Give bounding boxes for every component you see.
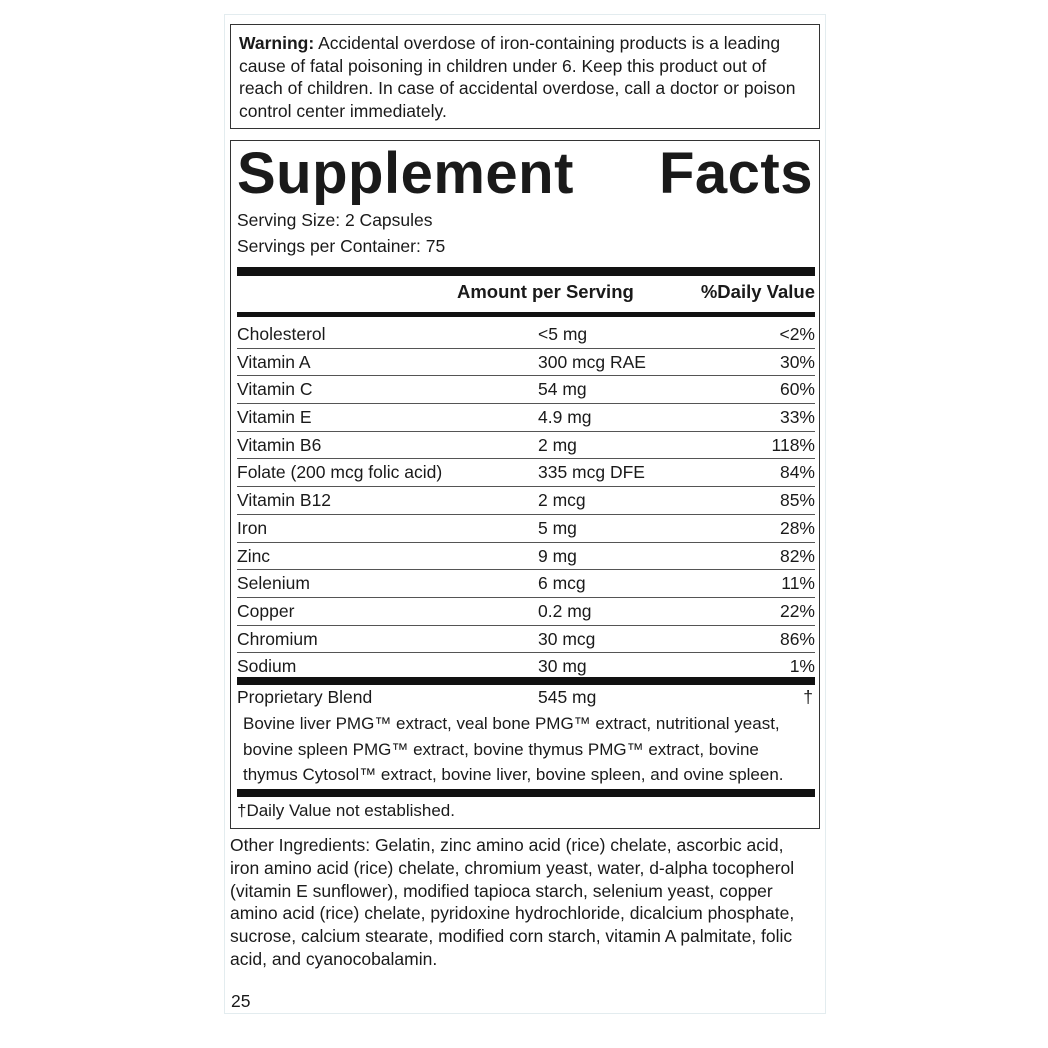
footnote: †Daily Value not established. — [237, 801, 455, 820]
warning-text: Accidental overdose of iron-containing products is a leading cause of fatal poisoning in children under 6. Keep this product out of reach of children. In case of accidental overdose, call a doctor or poison control center immediately. — [239, 33, 796, 121]
table-row — [237, 459, 815, 487]
nutrient-amount: 30 mcg — [538, 628, 596, 649]
nutrient-name: Copper — [237, 600, 295, 621]
nutrient-name: Sodium — [237, 656, 297, 677]
nutrient-name: Chromium — [237, 628, 318, 649]
nutrient-daily-value: 84% — [779, 462, 815, 483]
nutrient-daily-value: 22% — [779, 600, 815, 621]
nutrient-amount: 335 mcg DFE — [538, 462, 645, 483]
medium-rule — [237, 312, 815, 317]
warning-label: Warning: — [239, 33, 315, 53]
table-row — [237, 321, 815, 349]
servings-per-container: Servings per Container: 75 — [237, 236, 446, 256]
nutrient-daily-value: 1% — [789, 656, 815, 677]
nutrient-amount: 0.2 mg — [538, 600, 592, 621]
other-ingredients-line: iron amino acid (rice) chelate, chromium yeast, water, d-alpha tocopherol — [230, 857, 795, 878]
facts-header-row — [237, 279, 815, 305]
table-row — [237, 432, 815, 460]
col-daily-value-header: %Daily Value — [700, 281, 815, 302]
blend-description — [243, 711, 813, 788]
blend-amount: 545 mg — [538, 687, 597, 707]
other-ingredients-line: amino acid (rice) chelate, pyridoxine hydrochloride, dicalcium phosphate, — [230, 903, 795, 924]
table-row — [237, 653, 815, 680]
other-ingredients — [230, 834, 820, 971]
nutrient-amount: 30 mg — [538, 656, 587, 677]
nutrient-daily-value: 11% — [781, 573, 815, 594]
nutrient-name: Cholesterol — [237, 324, 326, 344]
table-row — [237, 404, 815, 432]
nutrient-amount: 9 mg — [538, 545, 577, 566]
nutrient-amount: 5 mg — [538, 517, 577, 538]
facts-title-word1: Supplement — [237, 141, 574, 206]
nutrient-name: Vitamin B6 — [237, 434, 322, 455]
nutrient-amount: 6 mcg — [538, 573, 586, 594]
nutrient-name: Vitamin C — [237, 379, 313, 400]
supplement-facts-panel — [230, 140, 820, 829]
nutrient-daily-value: 118% — [771, 434, 815, 455]
blend-desc-line: Bovine liver PMG™ extract, veal bone PMG™ extract, nutritional yeast, — [243, 714, 780, 733]
other-ingredients-line: acid, and cyanocobalamin. — [230, 948, 438, 969]
thick-rule-top — [237, 267, 815, 276]
nutrient-name: Folate (200 mcg folic acid) — [237, 462, 443, 483]
table-row — [237, 515, 815, 543]
other-ingredients-line: (vitamin E sunflower), modified tapioca starch, selenium yeast, copper — [230, 880, 773, 901]
nutrient-daily-value: <2% — [779, 324, 815, 344]
blend-daily-value: † — [803, 687, 813, 707]
blend-name: Proprietary Blend — [237, 687, 373, 707]
nutrient-amount: 2 mg — [538, 434, 577, 455]
page-number: 25 — [231, 991, 251, 1011]
table-row — [237, 598, 815, 626]
table-row — [237, 376, 815, 404]
thick-rule-bottom — [237, 789, 815, 797]
proprietary-blend-row — [237, 684, 815, 710]
warning-box — [230, 24, 820, 129]
facts-title — [237, 143, 813, 205]
blend-desc-line: bovine spleen PMG™ extract, bovine thymus PMG™ extract, bovine — [243, 739, 759, 759]
blend-desc-line: thymus Cytosol™ extract, bovine liver, bovine spleen, and ovine spleen. — [243, 765, 784, 784]
nutrient-amount: <5 mg — [538, 324, 588, 344]
nutrient-name: Vitamin B12 — [237, 490, 332, 511]
nutrient-amount: 54 mg — [538, 379, 587, 400]
other-ingredients-line: Other Ingredients: Gelatin, zinc amino acid (rice) chelate, ascorbic acid, — [230, 835, 784, 855]
facts-title-word2: Facts — [658, 141, 813, 206]
other-ingredients-line: sucrose, calcium stearate, modified corn starch, vitamin A palmitate, folic — [230, 926, 793, 947]
nutrient-name: Iron — [237, 517, 268, 538]
table-row — [237, 626, 815, 654]
nutrient-daily-value: 28% — [779, 517, 815, 538]
col-amount-header: Amount per Serving — [457, 281, 634, 302]
nutrient-table — [237, 321, 815, 680]
nutrient-daily-value: 33% — [779, 407, 815, 428]
table-row — [237, 487, 815, 515]
nutrient-amount: 4.9 mg — [538, 407, 592, 428]
nutrient-daily-value: 86% — [779, 628, 815, 649]
nutrient-daily-value: 82% — [779, 545, 815, 566]
nutrient-daily-value: 60% — [779, 379, 815, 400]
nutrient-daily-value: 30% — [779, 351, 815, 372]
nutrient-name: Vitamin E — [237, 407, 312, 428]
table-row — [237, 543, 815, 571]
nutrient-amount: 2 mcg — [538, 490, 586, 511]
serving-size: Serving Size: 2 Capsules — [237, 210, 433, 230]
nutrient-daily-value: 85% — [779, 490, 815, 511]
nutrient-name: Zinc — [237, 545, 271, 566]
nutrient-name: Selenium — [237, 573, 310, 594]
table-row — [237, 349, 815, 377]
table-row — [237, 570, 815, 598]
nutrient-amount: 300 mcg RAE — [538, 351, 646, 372]
nutrient-name: Vitamin A — [237, 351, 311, 372]
